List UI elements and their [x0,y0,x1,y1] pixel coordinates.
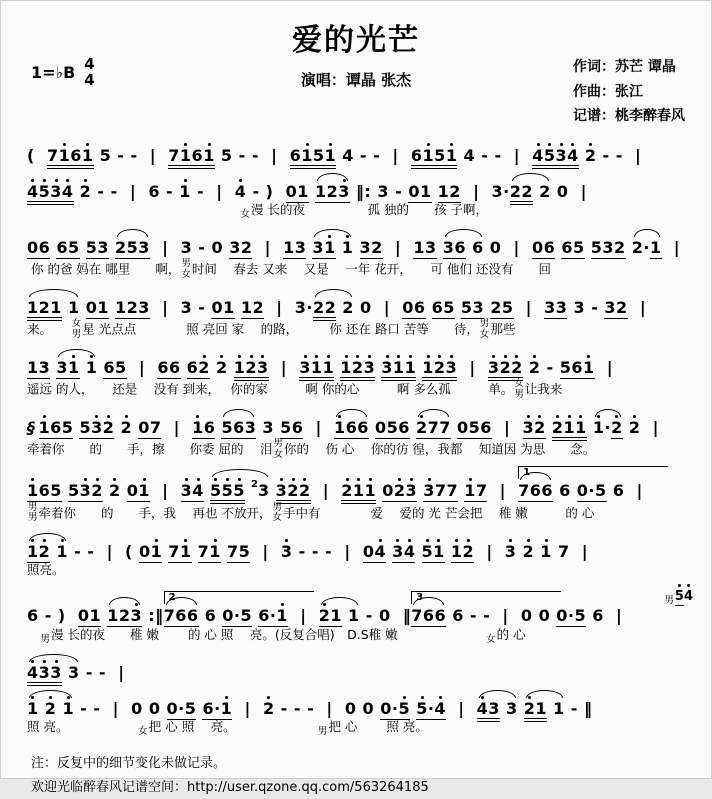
singers-line: 演唱：谭晶 张杰 [300,71,412,89]
music-line: 06 65 53 253 | 3 - 0 32 | 13 31 1 32 | 13 36 6 0 | 06 65 532 2·1 | [27,238,681,258]
music-line: 165 532 2 01 | 34 555 $^2$3 322 | 211 023 377 17 | 1766 6 0·5 6 | [27,465,701,500]
lyric-line: 牵着你 的 手，擦 你委 屈的 泪 男 女 你的 伤 心 你的彷 徨，我都 知道因 为思 念。 [27,438,596,460]
lyric-line: 遥远 的人， 还是 没有 到来， 你的家 啊 你的心 啊 多么孤 单。 女 男 让我来 [27,378,563,400]
lyric-line: 照 亮。 女 把 心 照 亮。 男 把 心 照 亮。 [27,719,428,737]
music-system [27,405,701,460]
music-line: 12 1 - - | ( 01 71 71 75 | 3 - - - | 04 34 51 12 | 3 2 1 7 | [27,541,589,561]
lyric-line: 照亮。 [27,561,65,577]
key-label: 1=♭B [31,63,76,83]
header [1,1,711,129]
song-title: 爱的光芒 [292,23,420,58]
male-cue-notes: 男 54 [664,588,693,606]
lyric-line: 女 漫 长的夜 孤 独的 孩 子啊， [240,202,488,220]
composer-credit: 作曲：张江 [573,83,643,100]
lyric-line: 来。 女 男 星 光点点 照 亮回 家 的路， 你 还在 路口 苦等 待， 男 女 那些 [27,318,516,340]
music-line: 121 1 01 123 | 3 - 01 12 | 3·22 2 0 | 06 65 53 25 | 33 3 - 32 | [27,285,701,316]
time-signature-top: 4 [84,55,95,73]
key-signature [31,57,95,89]
music-system [27,650,701,681]
music-system [27,686,701,737]
music-system [27,225,701,280]
volta-bracket: 1 [518,466,668,479]
transcriber-credit: 记谱：桃李醉春风 [573,108,685,124]
music-system [27,529,701,577]
music-line: § 165 532 2 07 | 16 563 3 56 | 166 056 277 056 | 32 211 1·2 2 | [27,405,701,436]
footer-site-url: 欢迎光临醉春风记谱空间：http://user.qzone.qq.com/563264185 [31,779,429,795]
lyric-line: 男 男 牵着你 的 手，我 再也 不放开， 男 女 手中有 爱 爱的 光 芒会把 稚 嫩 的 心 [28,501,595,524]
music-system [27,285,701,340]
volta-bracket: 3 [411,591,561,604]
music-line: 1 2 1 - - | 0 0 0·5 6·1 | 2 - - - | 0 0 0·5 5·4 | 43 3 21 1 - ‖ [27,686,701,717]
lyric-line: 你 的爸 妈在 哪里 啊， 男 女 时间 春去 又来 又是 一年 花开， 可 他们 还没有 回 [27,258,551,280]
music-line: 4534 2 - - | 6 - 1 - | 4 - ) 01 123 ‖: 3 - 01 12 | 3·22 2 0 | [27,169,701,200]
footer [1,742,711,799]
music-system [27,465,701,524]
volta-bracket: 2 [164,591,314,604]
music-line: 6 - ) 01 123 :‖2766 6 0·5 6·1 | 21 1 - 0 ‖3766 6 - - | 0 0 0·5 6 | [27,591,623,625]
music-system [27,133,701,164]
credits-block [573,55,685,129]
music-system [27,345,701,400]
time-signature-bottom: 4 [84,70,95,89]
music-line: 433 3 - - | [27,650,701,681]
music-system [27,169,701,220]
footer-note: 注：反复中的细节变化未做记录。 [31,756,227,772]
tuplet-number: 2 [250,478,258,490]
time-signature [84,57,94,89]
music-system [27,588,701,645]
music-line: ( 7161 5 - - | 7161 5 - - | 6151 4 - - | 6151 4 - - | 4534 2 - - | [27,133,701,164]
score [1,129,711,737]
music-line: 13 31 1 65 | 66 62 2 123 | 311 123 311 123 | 322 2 - 561 | [27,345,701,376]
lyric-line: 男 漫 长的夜 稚 嫩 的 心 照 亮。(反复合唱) D.S稚 嫩 女 的 心 [40,626,526,645]
segno-sign: § [27,418,36,438]
lyricist-credit: 作词：苏芒 谭晶 [573,59,676,75]
